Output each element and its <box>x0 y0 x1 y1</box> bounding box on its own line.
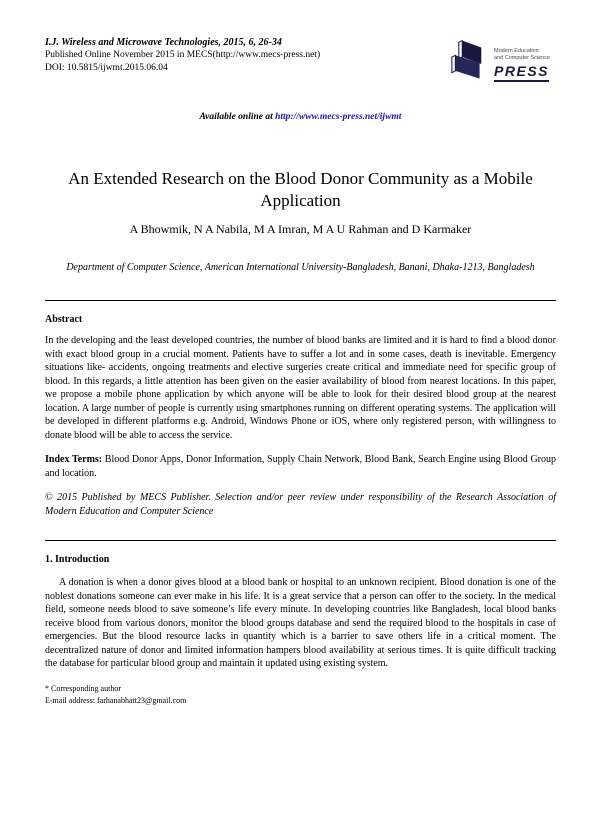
logo-caption-line2: and Computer Science <box>494 54 550 61</box>
affiliation-line: Department of Computer Science, American International University-Bangladesh, Banani, Dhaka-1213, Bangladesh <box>66 262 535 274</box>
available-online-line <box>45 112 556 122</box>
index-terms-list: Blood Donor Apps, Donor Information, Supply Chain Network, Blood Bank, Search Engine using Blood Group and location. <box>45 454 557 479</box>
journal-url-link[interactable]: http://www.mecs-press.net/ijwmt <box>275 112 402 122</box>
logo-press-text: PRESS <box>494 63 549 82</box>
footnote-block <box>45 683 556 708</box>
abstract-heading: Abstract <box>45 314 83 326</box>
logo-caption <box>494 48 550 61</box>
introduction-text: A donation is when a donor gives blood at a blood bank or hospital to an unknown recipient. Blood donation is one of the noblest donations someone can ever make in his life. It is a great service that a person can offer to the society. In the medical field, someone needs blood to save someone’s life every minute. In developing countries like Bangladesh, local blood banks receive blood from various donors, monitor the blood groups database and send the required blood to the hospitals in case of emergencies. But the blood resource lacks in quantity which is a barrier to save others life in a critical moment. The decentralized nature of donor and limited information hampers blood availability at serious times. It is quite difficult tracking the database for particular blood group and maintain it updated using existing system. <box>45 577 556 670</box>
logo-text-block <box>494 38 550 82</box>
available-online-prefix: Available online at <box>199 112 276 122</box>
section-divider <box>45 540 556 541</box>
published-line: Published Online November 2015 in MECS(http://www.mecs-press.net) <box>45 50 321 60</box>
books-icon <box>438 38 490 83</box>
paper-title: An Extended Research on the Blood Donor Community as a Mobile Application <box>68 169 533 211</box>
abstract-text: In the developing and the least developed countries, the number of blood banks are limited and it is hard to find a blood donor with exact blood group in a crucial moment. Patients have to suffer a lot and in some cases, death is inevitable. Emergency situations like- accidents, ongoing treatments and elective surgeries create critical and immediate need for specific group of blood. In this regards, a little attention has been given on the easier availability of blood from nearest locations. In this paper, we propose a mobile phone application by which anyone will be able to look for their desired blood group at the nearest location. A large number of people is currently using smartphones running on different operating systems. The application will be developed in different platforms e.g. Android, Windows Phone or iOS, where only registered person, with willingness to donate blood will be able to access the service. <box>45 335 556 441</box>
mecs-press-logo <box>438 38 550 83</box>
doi-line: DOI: 10.5815/ijwmt.2015.06.04 <box>45 63 168 73</box>
index-terms <box>45 453 556 480</box>
journal-info <box>45 36 320 75</box>
journal-title: I.J. Wireless and Microwave Technologies, 2015, 6, 26-34 <box>45 37 282 48</box>
corresponding-author-note: * Corresponding author <box>45 683 121 693</box>
copyright-notice: © 2015 Published by MECS Publisher. Selection and/or peer review under responsibility of the Research Association of Modern Education and Computer Science <box>45 492 556 517</box>
journal-header <box>45 36 556 83</box>
header-divider <box>45 300 556 301</box>
authors-line: A Bhowmik, N A Nabila, M A Imran, M A U Rahman and D Karmaker <box>129 222 472 237</box>
logo-caption-line1: Modern Education <box>494 48 539 54</box>
introduction-heading: 1. Introduction <box>45 554 110 566</box>
email-address-note: E-mail address: farhanabhatt23@gmail.com <box>45 696 187 706</box>
index-terms-label: Index Terms: <box>45 454 105 466</box>
